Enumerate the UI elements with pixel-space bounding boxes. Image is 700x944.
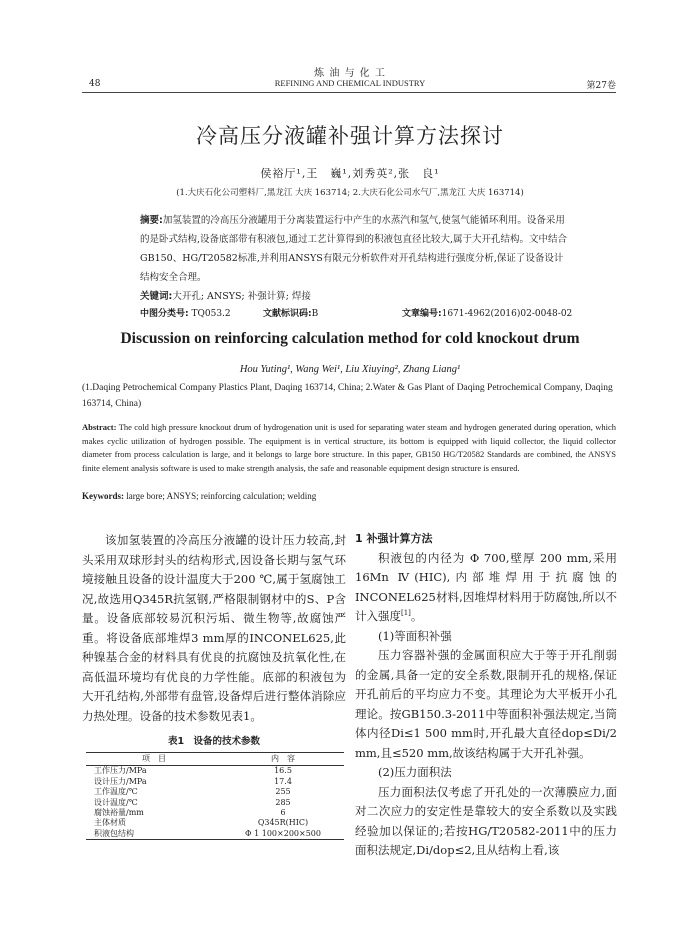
body-paragraph: 压力面积法仅考虑了开孔处的一次薄膜应力,面对二次应力的安定性是靠较大的安全系数以及实践经验加以保证的;若按HG/T20582-2011中的压力面积法规定,Di/dop≤2,且从结构上看,该: [355, 784, 617, 857]
affiliation-cn: (1.大庆石化公司塑料厂,黑龙江 大庆 163714; 2.大庆石化公司水气厂,黑龙江 大庆 163714): [176, 188, 524, 198]
table-row: [86, 766, 344, 777]
abstract-en-label: Abstract:: [82, 422, 117, 432]
parameters-table: [86, 752, 344, 840]
keywords-cn: [140, 287, 568, 306]
table-cell-item: 工作温度/℃: [94, 787, 138, 797]
body-paragraph: 压力容器补强的金属面积应大于等于开孔削弱的金属,具备一定的安全系数,限制开孔的规格,保证开孔前后的平均应力不变。其理论为大平板开小孔理论。按GB150.3-2011中等面积补强法规定,当筒体内径Di≤1 500 mm时,开孔最大直径dop≤Di/2 mm,且≤520 mm,故该结构属于大开孔补强。: [355, 648, 617, 760]
journal-name-cn: 炼 油 与 化 工: [314, 68, 386, 79]
table-cell-value: 16.5: [274, 766, 292, 776]
table-caption: 表1 设备的技术参数: [167, 736, 261, 747]
keywords-en-text: large bore; ANSYS; reinforcing calculation; welding: [124, 491, 317, 501]
table-cell-value: 285: [275, 797, 291, 807]
table-row: [86, 808, 344, 818]
intro-paragraph: 该加氢装置的冷高压分液罐的设计压力较高,封头采用双球形封头的结构形式,因设备长期与氢气环境接触且设备的设计温度大于200 ℃,属于氢腐蚀工况,故选用Q345R抗氢钢,严格限制钢材中的S、P含量。设备底部较易沉积污垢、微生物等,故腐蚀严重。将设备底部堆焊3 mm厚的INCONEL625,此种镍基合金的材料具有优良的抗腐蚀及抗氧化性,在高低温环境均有优良的力学性能。底部的积液包为大开孔结构,外部带有盘管,设备焊后进行整体消除应力热处理。设备的技术参数见表1。: [82, 533, 346, 723]
clc-number: 中图分类号: TQ053.2: [140, 309, 231, 319]
citation-ref: [1]: [401, 609, 411, 618]
classification-line: [140, 306, 573, 324]
keywords-cn-text: 大开孔; ANSYS; 补强计算; 焊接: [172, 291, 311, 302]
table-row: [86, 787, 344, 797]
table-cell-value: 6: [280, 808, 286, 818]
abstract-en-text: The cold high pressure knockout drum of hydrogenation unit is used for separating water steam and hydrogen generated during operation, which makes cyclic utilization of hydrogen possible. The equipment is in vertical structure, its bottom is equipped with liquid collector, the liquid collector diameter from process calculation is large, and it belongs to large bore structure. In this paper, GB150 HG/T20582 Standards are combined, the ANSYS finite element analysis software is used to make strength analysis, the safe and reasonable equipment design structure is ensured.: [82, 422, 616, 473]
table-row: [86, 798, 344, 808]
keywords-en: [82, 491, 616, 501]
journal-name-en: REFINING AND CHEMICAL INDUSTRY: [274, 78, 426, 88]
affiliation-en: (1.Daqing Petrochemical Company Plastics Plant, Daqing 163714, China; 2.Water & Gas Plant of Daqing Petrochemical Company, Daqing 163714, China): [82, 383, 613, 409]
volume-number: 第27卷: [586, 81, 616, 91]
table-cell-value: Q345R(HIC): [257, 818, 309, 828]
abstract-en: [82, 421, 616, 475]
table-cell-item: 设计压力/MPa: [94, 776, 147, 786]
body-right-column: [355, 529, 617, 861]
table-cell-item: 工作压力/MPa: [94, 766, 147, 776]
paper-title-en: Discussion on reinforcing calculation method for cold knockout drum: [120, 330, 580, 347]
subsection-heading: (2)压力面积法: [378, 765, 452, 779]
page-number: 48: [89, 79, 101, 89]
table-cell-item: 积液包结构: [86, 829, 222, 840]
table-cell-value: 255: [275, 787, 291, 797]
authors-cn: 侯裕厅¹,王 巍¹,刘秀英²,张 良¹: [260, 167, 440, 180]
body-left-column: [82, 531, 346, 726]
body-paragraph: 积液包的内径为 Φ 700,壁厚 200 mm,采用 16Mn Ⅳ(HIC),内部堆焊用于抗腐蚀的INCONEL625材料,因堆焊材料用于防腐蚀,所以不计入强度[1]。: [355, 550, 617, 623]
document-code: 文献标识码:B: [263, 309, 319, 319]
section-heading: 1 补强计算方法: [355, 532, 433, 545]
authors-en: Hou Yuting¹, Wang Wei¹, Liu Xiuying², Zhang Liang¹: [239, 364, 461, 375]
header-rule: [82, 92, 616, 93]
abstract-cn-text: 加氢装置的冷高压分液罐用于分离装置运行中产生的水蒸汽和氢气,使氢气能循环利用。设备采用的是卧式结构,设备底部带有积液包,通过工艺计算得到的积液包直径比较大,属于大开孔结构。文中结合GB150、HG/T20582标准,并利用ANSYS有限元分析软件对开孔结构进行强度分析,保证了设备设计结构安全合理。: [140, 215, 568, 283]
table-cell-value: Φ 1 100×200×500: [222, 829, 344, 840]
table-header-content: 内 容: [222, 753, 344, 766]
table-row: [86, 818, 344, 828]
paper-title-cn: 冷高压分液罐补强计算方法探讨: [196, 124, 504, 148]
abstract-cn: [140, 211, 568, 287]
table-header-item: 项 目: [86, 753, 222, 766]
keywords-en-label: Keywords:: [82, 491, 124, 501]
table-header-row: [86, 753, 344, 766]
table-cell-item: 设计温度/℃: [94, 797, 138, 807]
keywords-cn-label: 关键词:: [140, 291, 173, 302]
article-number: 文章编号:1671-4962(2016)02-0048-02: [402, 309, 573, 319]
table-cell-value: 17.4: [274, 776, 292, 786]
table-cell-item: 主体材质: [94, 818, 126, 828]
table-row: [86, 777, 344, 787]
table-cell-item: 腐蚀裕量/mm: [94, 808, 144, 818]
abstract-cn-label: 摘要:: [140, 215, 163, 226]
table-row: [86, 829, 344, 840]
subsection-heading: (1)等面积补强: [378, 628, 452, 643]
